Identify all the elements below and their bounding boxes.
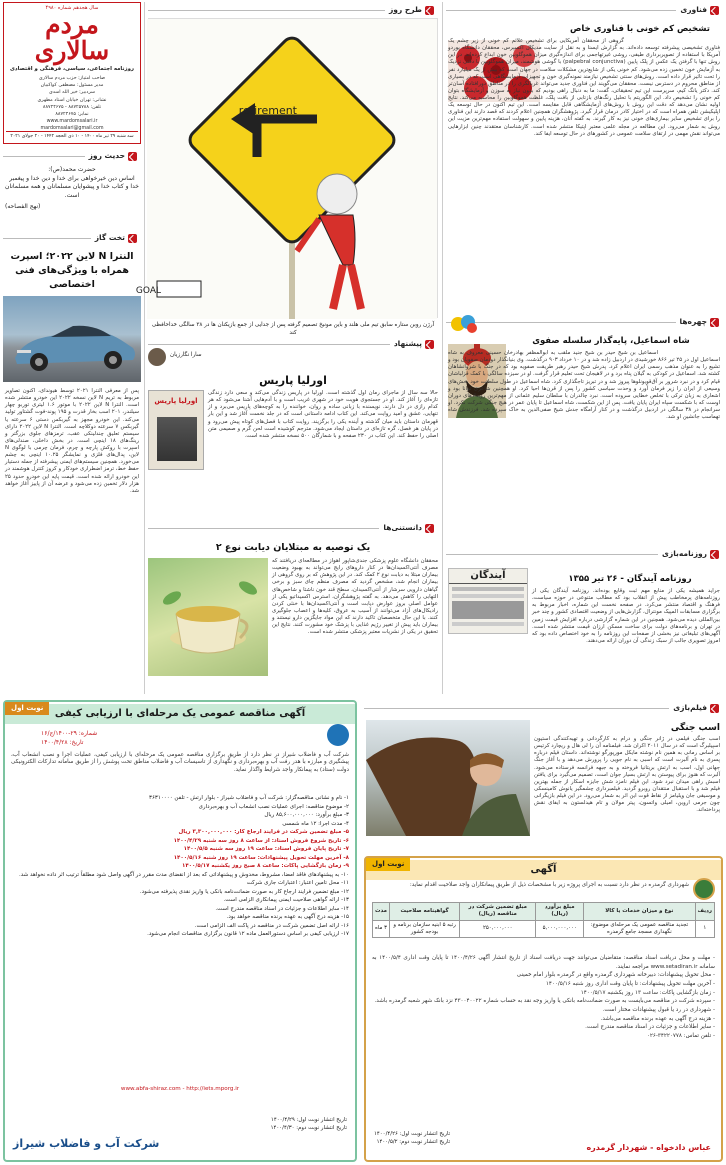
book-heading: پیشنهاد [393, 339, 422, 349]
list-item: ۱۲- مبلغ تضمین فرایند ارجاع کار به صورت ضمانت‌نامه بانکی یا واریز نقدی پذیرفته می‌شود. [139, 888, 349, 895]
table-header-cell: مبلغ برآورد (ریال) [536, 903, 584, 921]
masthead-subtitle: روزنامه اجتماعی، سیاسی، فرهنگی و اقتصادی [9, 65, 135, 72]
masthead-line: مدیر مسئول: مصطفی کواکبیان [40, 83, 104, 89]
masthead-line: تلفن: ۸۸۷۲۵۷۸۸ - ۸۸۷۲۴۶۷۵ [42, 104, 102, 110]
health-title: یک توصیه به مبتلایان دیابت نوع ۲ [215, 542, 371, 553]
tech-title: تشخیص کم خونی با فناوری خاص [569, 24, 710, 34]
section-marker-icon [710, 318, 719, 327]
section-marker-icon [425, 6, 434, 15]
health-heading: دانستنی‌ها [383, 523, 422, 533]
horse-icon [366, 720, 530, 836]
goal-text: GOAL [135, 286, 161, 296]
column-divider [442, 2, 443, 694]
film-still-photo [366, 720, 530, 836]
archive-paper-name: آیندگان [449, 569, 527, 584]
section-marker-icon [710, 6, 719, 15]
ad-table [372, 902, 715, 938]
masthead-line: mardomsalari@gmail.com [40, 126, 104, 132]
cartoon-drawing [135, 19, 437, 319]
book-header [148, 338, 438, 351]
cartoon-header [148, 4, 438, 17]
ad-org-name: شرکت آب و فاضلاب شیراز [13, 1137, 160, 1151]
list-item: ۹- زمان بازگشایی پاکات: ساعت ۸ صبح روز یکشنبه ۱۴۰۰/۵/۱۷ [181, 863, 349, 870]
section-marker-icon [425, 340, 434, 349]
list-item: ۴- مدت اجرا: ۱۲ ماه شمسی [282, 820, 349, 827]
list-item: ۲- موضوع مناقصه: اجرای عملیات نصب انشعاب آب و بهره‌برداری [198, 803, 349, 810]
ad-footer-dates: تاریخ انتشار نوبت اول: ۱۴۰۰/۴/۲۹ تاریخ انتشار نوبت دوم: ۱۴۰۰/۴/۳۰ [270, 1117, 347, 1131]
table-row [373, 920, 715, 938]
tech-body: گروهی از محققان آمریکایی برای تشخیص علائم کم خونی از زیر چشم یک فناوری تشخیصی پیشرفته توسعه داده‌اند. به گزارش ایسنا و به نقل از سایت مدیکال اکسپرس، محققان دانشگاه پوردو آمریکا با استفاده از تصویربرداری طیفی، روشی غیرتهاجمی برای اندازه‌گیری میزان هموگلوبین خون ابداع کرده‌اند. در این روش تنها با گرفتن یک عکس از پلک پایین (palpebral conjunctiva) با گوشی هوشمند، میزان هموگلوبین با دقتی نزدیک به آزمایش خون تخمین زده می‌شود. کم خونی یکی از شایع‌ترین مشکلات سلامت در جهان است که بیش از یک میلیارد نفر را تحت تاثیر قرار داده است. روش‌های سنتی تشخیص نیازمند نمونه‌گیری خون و تجهیزات آزمایشگاهی است که در بسیاری از مناطق محروم در دسترس نیست. محققان می‌گویند این فناوری جدید می‌تواند غربالگری را در مناطق دورافتاده آسان‌تر کند. دکتر یانگ کیم، سرپرست این تیم تحقیقاتی، گفت: ما به دنبال راهی بودیم که بدون نیاز به سوزن و آزمایشگاه بتوان کم خونی را تشخیص داد. این الگوریتم با تحلیل رنگ‌های بازتابی از بافت پلک، غلظت هموگلوبین را محاسبه می‌کند. نتایج اولیه نشان می‌دهد که دقت این روش با روش‌های آزمایشگاهی قابل مقایسه است. این تیم اکنون در حال توسعه یک اپلیکیشن تلفن همراه است که در اختیار کادر درمان قرار گیرد. پژوهشگران همچنین اعلام کردند که قصد دارند این فناوری را برای تشخیص سایر بیماری‌های خونی نیز به کار گیرند. به گفته آنان، هزینه پایین و سهولت استفاده مهم‌ترین مزیت این روش به شمار می‌رود. این مطالعه در مجله علمی معتبر اپتیکا منتشر شده است. کارشناسان معتقدند چنین ابزارهایی می‌تواند نقش مهمی در ارتقای سلامت عمومی در کشورهای در حال توسعه ایفا کند. [448, 38, 720, 137]
book-body: حالا سه سال از ماجرای رمان اول گذشته است. اورلیا در پاریس زندگی می‌کند و سعی دارد زندگی تازه‌ای را آغاز کند. او در جستجوی هویت خود در شهری غریب است و با آدم‌هایی آشنا می‌شود که هر کدام رازی در دل دارند. نویسنده با زبانی ساده و روان، خواننده را به کوچه‌های پاریس می‌برد و از تنهایی، عشق و امید روایت می‌کند. این کتاب ادامه داستانی است که در جلد نخست آغاز شد و این بار قهرمان داستان باید میان گذشته و آینده یکی را برگزیند. روایت کتاب با فصل‌های کوتاه پیش می‌رود و در پایان هر فصل، گره تازه‌ای در داستان ایجاد می‌شود. مترجم کوشیده است لحن گرم و صمیمی متن اصلی را حفظ کند. این کتاب در ۲۳۰ صفحه و با شمارگان ۵۰۰ نسخه منتشر شده است. [208, 390, 438, 439]
masthead-line: نمابر: ۸۸۷۲۴۶۷۵ [55, 111, 89, 117]
book-title: اورلیا پاریس [259, 374, 327, 387]
column-divider [144, 2, 145, 694]
film-body: اسب جنگی فیلمی در ژانر جنگی و درام به کارگردانی و تهیه‌کنندگی استیون اسپیلبرگ است که در سال ۲۰۱۱ اکران شد. فیلمنامه آن را لی هال و ریچارد کرتیس بر اساس رمانی به همین نام نوشته مایکل مورپورگو نوشته‌اند. داستان فیلم درباره پسری به نام آلبرت است که اسبی به نام جویی را پرورش می‌دهد و با آغاز جنگ جهانی اول، اسب به ارتش بریتانیا فروخته و به جبهه فرانسه فرستاده می‌شود. آلبرت که هنوز برای پیوستن به ارتش بسیار جوان است، تصمیم می‌گیرد برای یافتن اسبش راهی میدان نبرد شود. این فیلم نامزد شش جایزه اسکار از جمله بهترین فیلم شد و با استقبال منتقدان روبرو گردید. فیلمبرداری چشمگیر یانوش کامینسکی و موسیقی جان ویلیامز از نقاط قوت این اثر به شمار می‌رود. در این فیلم بازیگرانی چون جرمی اروین، امیلی واتسون، پیتر مولان و تام هیدلستون به ایفای نقش پرداخته‌اند. [534, 736, 721, 814]
list-item: ۱۱- محل تامین اعتبار: اعتبارات جاری شرکت [246, 880, 349, 887]
list-item: ۱۰- به پیشنهادهای فاقد امضا، مشروط، مخدوش و پیشنهاداتی که بعد از انقضای مدت مقرر در آگهی واصل شود مطلقاً ترتیب اثر داده نخواهد شد. [19, 871, 349, 878]
hadith-heading: حدیث روز [88, 151, 125, 161]
book-cover-title: اورليا پاريس [154, 397, 198, 405]
ad-badge: نوبت اول [5, 702, 49, 715]
table-header-cell: نوع و میزان خدمات یا کالا [584, 903, 696, 921]
ad-intro: شهرداری گرمدره در نظر دارد نسبت به اجرای پروژه زیر با مشخصات ذیل از طریق پیمانکاران واجد صلاحیت اقدام نماید: [409, 882, 689, 888]
list-item: ۵- مبلغ تضمین شرکت در فرایند ارجاع کار: ۳,۳۰۰,۰۰۰,۰۰۰ ریال [178, 829, 349, 836]
masthead-date: سه شنبه ۲۹ تیر ماه ۱۴۰۰ - ۱۰ ذی الحجه ۱۴۴۲ - ۲۰ جولای ۲۰۲۱ [6, 131, 138, 140]
faces-title: شاه اسماعیل، پایه‌گذار سلسله صفوی [532, 336, 690, 346]
film-header [364, 702, 723, 715]
ad-footer-dates: تاریخ انتشار نوبت اول: ۱۴۰۰/۴/۲۶ تاریخ انتشار نوبت دوم: ۱۴۰۰/۵/۲ [374, 1131, 451, 1145]
section-marker-icon [128, 234, 137, 243]
ad-body: - مهلت و محل دریافت اسناد مناقصه: متقاضیان می‌توانند جهت دریافت اسناد از تاریخ انتشار آگهی ۱۴۰۰/۴/۲۶ تا پایان وقت اداری ۱۴۰۰/۵/۴ به سامانه www.setadiran.ir مراجعه نمایند. - محل تحویل پیشنهادات: دبیرخانه شهرداری گرمدره واقع در گرمدره بلوار امام خمینی - آخرین مهلت تحویل پیشنهادات: تا پایان وقت اداری روز شنبه ۱۴۰۰/۵/۱۶ - زمان بازگشایی پاکات: ساعت ۱۳ روز یکشنبه ۱۴۰۰/۵/۱۷ - سپرده شرکت در مناقصه می‌بایست به صورت ضمانت‌نامه بانکی یا واریز وجه نقد به حساب شماره ۴۳۰۰۴۰۰۲۲ نزد بانک شهر شعبه گرمدره باشد. - شهرداری در رد یا قبول پیشنهادات مختار است. - هزینه درج آگهی به عهده برنده مناقصه می‌باشد. - سایر اطلاعات و جزئیات در اسناد مناقصه مندرج است. - تلفن تماس: ۳۴۲۲۰۷۷۸-۰۲۶ [372, 955, 715, 1039]
tender-ad-shiraz [3, 700, 357, 1162]
table-cell: ۲۵۰,۰۰۰,۰۰۰ [460, 920, 536, 938]
section-marker-icon [710, 704, 719, 713]
table-cell: ۵,۰۰۰,۰۰۰,۰۰۰ [536, 920, 584, 938]
table-cell: رتبه ۵ ابنیه سازمان برنامه و بودجه کشور [389, 920, 459, 938]
masthead [3, 2, 141, 144]
hadith-text: اساس دین خیرخواهی برای خدا و دین خدا و پیغمبر خدا و کتاب خدا و پیشوایان مسلمانان و همه مسلمانان است. [5, 174, 139, 200]
cartoon-image [135, 18, 438, 318]
book-author: سارا نگارزیان [170, 352, 202, 358]
water-drop-logo-icon [327, 724, 349, 746]
section-marker-icon [425, 524, 434, 533]
ad-title: آگهی [366, 860, 721, 880]
tech-header [446, 4, 723, 17]
car-heading: تخت گاز [94, 233, 125, 243]
archive-header [446, 548, 723, 561]
film-heading: فیلم‌بازی [673, 703, 707, 713]
health-body: محققان دانشگاه علوم پزشکی جندی‌شاپور اهواز در مطالعه‌ای دریافتند که مصرف آنتی‌اکسیدان‌ها در کنار داروهای رایج می‌تواند به بهبود وضعیت بیماران مبتلا به دیابت نوع ۲ کمک کند. در این پژوهش که بر روی گروهی از بیماران انجام شد، مشخص گردید که مصرف منظم چای سبز و برخی گیاهان دارویی سرشار از آنتی‌اکسیدان، سطح قند خون ناشتا و شاخص‌های التهابی را کاهش می‌دهد. به گفته پژوهشگران، استرس اکسیداتیو یکی از عوامل اصلی بروز عوارض دیابت است و آنتی‌اکسیدان‌ها با خنثی کردن رادیکال‌های آزاد می‌توانند از آسیب به عروق، کلیه‌ها و اعصاب جلوگیری کنند. با این حال متخصصان تاکید دارند که این مواد جایگزین دارو نیستند و بیماران باید پیش از تغییر رژیم غذایی با پزشک خود مشورت کنند. نتایج این تحقیق در یکی از نشریات معتبر پزشکی منتشر شده است. [272, 558, 438, 636]
table-cell: تجدید مناقصه عمومی یک مرحله‌ای موضوع: نگهداری مسجد جامع گرمدره [584, 920, 696, 938]
ad-number: شماره: ۲۹-۱۴۰۰/ج/۱۶ [41, 730, 98, 737]
masthead-lines [4, 75, 140, 133]
ad-table-wrap [372, 902, 715, 938]
car-header [3, 232, 141, 245]
ad-intro: شرکت آب و فاضلاب شیراز در نظر دارد از طریق برگزاری مناقصه عمومی یک مرحله‌ای با ارزیابی کیفی، عملیات اجرا و نصب انشعاب آب، پیشگیری و مبارزه با هدر رفت آب و بهره‌برداری و نگهداری از تاسیسات آب و فاضلاب مناطق تحت پوشش را از طریق سامانه تدارکات الکترونیکی دولت (ستاد) به پیمانکار واجد شرایط واگذار نماید. [11, 752, 349, 773]
faces-body: اسماعیل بن شیخ حیدر بن شیخ جنید ملقب به ابوالمظفر بهادرخان حسینی معروف به شاه اسماعیل اول در ۲۵ تیر ۸۶۶ خورشیدی در اردبیل زاده شد و در ۱۰ خرداد ۹۰۳ درگذشت. وی بنیانگذار دودمان صفویان بود و تشیع را به عنوان مذهب رسمی ایران اعلام کرد. پدرش شیخ حیدر رهبر طریقت صفویه بود که در جنگ با شروانشاهان کشته شد. اسماعیل در کودکی به گیلان پناه برد و در لاهیجان تحت تعلیم قرار گرفت. او در سیزده سالگی با کمک قزلباشان قیام کرد و در نبرد شرور بر آق‌قویونلوها پیروز شد و در تبریز تاجگذاری کرد. شاه اسماعیل در طول سلطنت خود بخش‌های وسیعی از ایران را زیر فرمان آورد و وحدت سیاسی کشور را پس از قرن‌ها احیا کرد. او همچنین شاعری توانا بود و اشعاری به زبان ترکی با تخلص خطایی سروده است. نبرد چالدران با سلطان سلیم عثمانی از مهم‌ترین رویدادهای دوران اوست که با شکست سپاه ایران پایان یافت. پس از این شکست، شاه اسماعیل تا پایان عمر در هیچ جنگی شرکت نکرد. او سرانجام در ۳۸ سالگی در اردبیل درگذشت و در کنار آرامگاه جدش شیخ صفی‌الدین به خاک سپرده شد. فرزندش شاه تهماسب جانشین او شد. [448, 350, 720, 421]
list-item: ۱۴- سایر اطلاعات و جزئیات در اسناد مناقصه مندرج است. [215, 905, 349, 912]
ad-badge: نوبت اول [366, 858, 410, 871]
car-photo [3, 296, 141, 382]
list-item: ۷- تاریخ پایان فروش اسناد: ساعت ۱۹ روز سه شنبه ۱۴۰۰/۵/۵ [183, 846, 349, 853]
municipality-logo-icon [693, 878, 715, 900]
car-title: النترا N لاین ۲۰۲۲؛ اسپرت همراه با ویژگی‌های فنی اختصاصی [10, 251, 134, 290]
table-header-cell: ردیف [695, 903, 714, 921]
hadith-block [5, 166, 139, 211]
table-header-cell: گواهینامه صلاحیت [389, 903, 459, 921]
sign-text: retirement [238, 104, 297, 117]
list-item: ۶- تاریخ شروع فروش اسناد: از ساعت ۸ روز سه شنبه ۱۴۰۰/۴/۲۹ [173, 837, 349, 844]
health-header [148, 522, 438, 535]
masthead-line: صاحب امتیاز: حزب مردم سالاری [38, 76, 106, 82]
tech-heading: فناوری [680, 5, 707, 15]
book-author-avatar [148, 348, 166, 366]
car-icon [3, 296, 141, 382]
cartoon-heading: طرح روز [388, 5, 422, 15]
list-item: ۱۶- ارائه اصل تضمین شرکت در مناقصه در پاکت الف الزامی است. [194, 922, 349, 929]
film-title: اسب جنگی [670, 723, 720, 733]
masthead-line: نشانی: تهران خیابان استاد مطهری [37, 97, 107, 103]
ad-signer: عباس دادخواه - شهردار گرمدره [586, 1143, 711, 1153]
faces-heading: چهره‌ها [679, 317, 707, 327]
faces-header [446, 316, 723, 329]
masthead-name: مردم سالاری [34, 9, 110, 65]
table-cell: ۳ ماه [373, 920, 390, 938]
masthead-kicker: سال هجدهم شماره ۴۹۸۰ [45, 5, 99, 11]
hadith-header [3, 150, 141, 163]
archive-newspaper-image [448, 568, 528, 634]
ad-websites[interactable]: www.abfa-shiraz.com - http://iets.mporg.ir [120, 1086, 240, 1092]
section-marker-icon [710, 550, 719, 559]
book-cover [148, 390, 204, 470]
hadith-author: حضرت محمد(ص): [48, 166, 96, 173]
tea-cup-icon [148, 558, 268, 676]
car-body: پس از معرفی النترا ۲۰۲۱ توسط هیوندای، اکنون تصاویر مربوط به تریم N لاین نسخه ۲۰۲۲ این خودرو منتشر شده است. النترا N لاین ۲۰۲۲ با موتور ۱.۶ لیتری توربو چهار سیلندر، ۲۰۱ اسب بخار قدرت و ۱۹۵ پوند-فوت گشتاور تولید می‌کند. این خودرو مجهز به گیربکس دستی ۶ سرعته یا گیربکس ۷ سرعته دوکلاچه است. النترا N لاین ۲۰۲۲ دارای سیستم تعلیق چندلینکی عقب، ترمزهای جلوی بزرگتر و رینگ‌های ۱۸ اینچی است. در بخش داخلی، صندلی‌های اسپرت با روکش پارچه و چرم، فرمان چرمی با لوگوی N لاین، پدال‌های فلزی و نمایشگر ۱۰.۲۵ اینچی به چشم می‌خورد. همچنین سیستم‌های ایمنی پیشرفته از جمله دستیار حفظ خط، ترمز اضطراری خودکار و کروز کنترل هوشمند در این خودرو ارائه شده است. قیمت پایه این خودرو حدود ۲۵ هزار دلار تخمین زده می‌شود و عرضه آن از پاییز آغاز خواهد شد. [5, 388, 140, 494]
tea-photo [148, 558, 268, 676]
list-item: ۱۵- هزینه درج آگهی به عهده برنده مناقصه خواهد بود. [226, 914, 349, 921]
table-header-cell: مدت [373, 903, 390, 921]
list-item: ۳- مبلغ برآورد: ۸۵,۶۰۰,۰۰۰,۰۰۰ ریال [264, 812, 349, 819]
list-item: ۱۷- ارزیابی کیفی بر اساس دستورالعمل ماده ۱۲ قانون برگزاری مناقصات انجام می‌شود. [147, 931, 349, 938]
table-header-cell: مبلغ تضمین شرکت در مناقصه (ریال) [460, 903, 536, 921]
tender-ad-garmdarreh [364, 856, 723, 1162]
ad-items-list [11, 794, 349, 939]
archive-title: روزنامه آیندگان - ۲۶ تیر ۱۳۵۵ [568, 574, 692, 584]
list-item: ۱۳- ارائه گواهی صلاحیت ایمنی پیمانکاری الزامی است. [223, 897, 349, 904]
ad-date: تاریخ: ۱۴۰۰/۴/۲۸ [41, 739, 84, 746]
archive-heading: روزنامه‌بازی [662, 549, 707, 559]
archive-body: جراید همیشه یکی از منابع مهم ثبت وقایع بوده‌اند. روزنامه آیندگان یکی از روزنامه‌های پرمخاطب پیش از انقلاب بود که مطالب متنوعی در حوزه سیاست، فرهنگ و اقتصاد منتشر می‌کرد. در صفحه نخست این شماره، اخبار مربوط به برگزاری مسابقات المپیک مونترال، گزارش‌هایی از وضعیت اقتصادی کشور و چند خبر بین‌المللی دیده می‌شود. همچنین در این شماره گزارشی درباره افزایش قیمت زمین در تهران و برنامه‌های دولت برای ساخت مسکن ارزان قیمت منتشر شده است. آگهی‌های تبلیغاتی نیز بخشی از صفحات این روزنامه را به خود اختصاص داده بود که امروز تصویری جالب از سبک زندگی آن دوران ارائه می‌دهند. [532, 588, 720, 644]
table-cell: ۱ [695, 920, 714, 938]
ad-title: آگهی مناقصه عمومی یک مرحله‌ای با ارزیابی کیفی [5, 704, 355, 724]
hadith-source: (نهج الفصاحه) [5, 202, 41, 210]
section-marker-icon [128, 152, 137, 161]
masthead-line: سردبیر: خیر الله اسدی [48, 90, 96, 96]
masthead-line: www.mardomsalari.ir [46, 119, 98, 125]
cartoon-caption: آرژن روبن ستاره سابق تیم ملی هلند و باین مونیخ تصمیم گرفته پس از جدایی از جمع بازیکنان ها در ۳۸ سالگی خداحافظی کند [151, 322, 435, 336]
list-item: ۸- آخرین مهلت تحویل پیشنهادات: ساعت ۱۹ روز شنبه ۱۴۰۰/۵/۱۶ [173, 854, 349, 861]
speech-bubbles-icon [450, 314, 478, 334]
list-item: ۱- نام و نشانی مناقصه‌گزار: شرکت آب و فاضلاب شیراز - بلوار ارتش - تلفن ۳۶۳۱۰۰۰۰ [149, 795, 349, 801]
